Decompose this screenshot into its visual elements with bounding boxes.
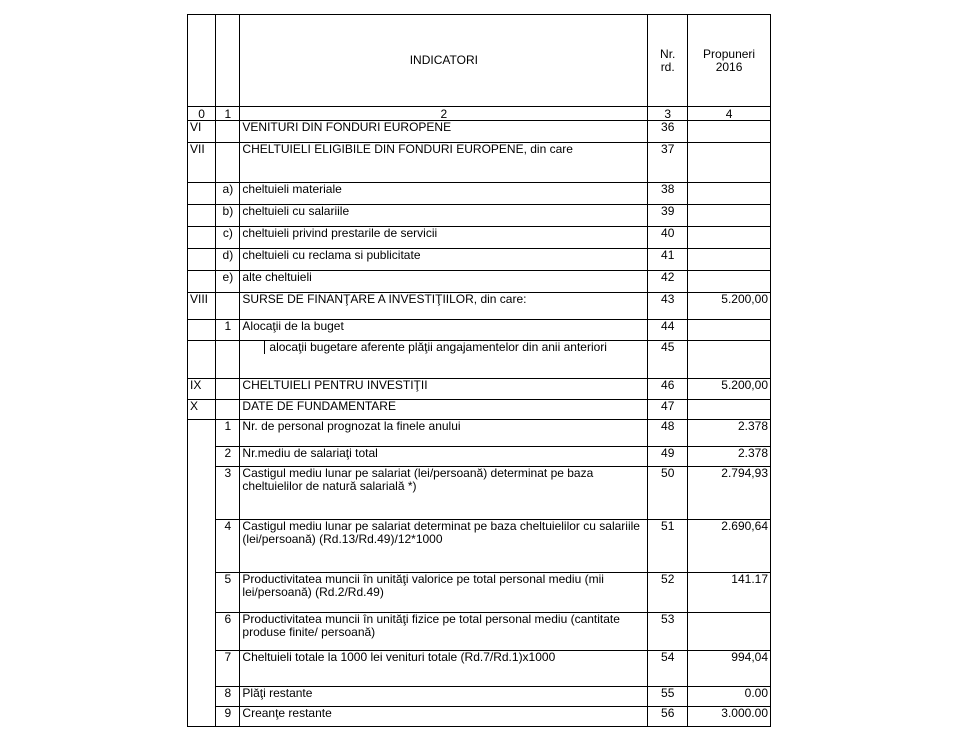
indicator-description: Alocaţii de la buget xyxy=(240,320,648,341)
table-row xyxy=(188,341,771,379)
section-roman-cell xyxy=(188,467,216,520)
row-number-cell: 45 xyxy=(648,341,688,379)
row-number-cell: 56 xyxy=(648,707,688,727)
indicator-description: alte cheltuieli xyxy=(240,271,648,293)
sub-index-cell xyxy=(216,379,240,400)
sub-index-cell: 1 xyxy=(216,320,240,341)
sub-index-cell xyxy=(216,293,240,320)
section-roman-cell xyxy=(188,227,216,249)
proposal-value-cell xyxy=(688,320,771,341)
sub-index-cell: 4 xyxy=(216,520,240,573)
row-number-cell: 37 xyxy=(648,143,688,183)
section-roman-cell: X xyxy=(188,400,216,420)
row-number-cell: 50 xyxy=(648,467,688,520)
header-propuneri: Propuneri 2016 xyxy=(688,15,771,107)
sub-index-cell xyxy=(216,341,240,379)
table-row xyxy=(188,320,771,341)
section-roman-cell xyxy=(188,183,216,205)
sub-index-cell: b) xyxy=(216,205,240,227)
sub-index-cell xyxy=(216,400,240,420)
index-row xyxy=(188,107,771,121)
indicator-description: Castigul mediu lunar pe salariat (lei/persoană) determinat pe baza cheltuielilor de natură salarială *) xyxy=(240,467,648,520)
header-indicatori: INDICATORI xyxy=(240,15,648,107)
row-number-cell: 44 xyxy=(648,320,688,341)
row-number-cell: 54 xyxy=(648,651,688,687)
proposal-value-cell: 2.378 xyxy=(688,420,771,447)
index-cell: 1 xyxy=(216,107,240,121)
table-row xyxy=(188,227,771,249)
indicator-description: Plăţi restante xyxy=(240,687,648,707)
table-row xyxy=(188,447,771,467)
proposal-value-cell: 5.200,00 xyxy=(688,379,771,400)
indicator-description: cheltuieli cu reclama si publicitate xyxy=(240,249,648,271)
proposal-value-cell xyxy=(688,400,771,420)
indicator-description: CHELTUIELI ELIGIBILE DIN FONDURI EUROPENE, din care xyxy=(240,143,648,183)
proposal-value-cell: 0.00 xyxy=(688,687,771,707)
sub-index-cell: e) xyxy=(216,271,240,293)
index-cell: 3 xyxy=(648,107,688,121)
indicator-description: VENITURI DIN FONDURI EUROPENE xyxy=(240,121,648,143)
table-row xyxy=(188,400,771,420)
section-roman-cell xyxy=(188,613,216,651)
table-row xyxy=(188,249,771,271)
index-cell: 2 xyxy=(240,107,648,121)
proposal-value-cell xyxy=(688,121,771,143)
indicator-description: SURSE DE FINANŢARE A INVESTIŢIILOR, din care: xyxy=(240,293,648,320)
table-row xyxy=(188,520,771,573)
table-row xyxy=(188,420,771,447)
table-row xyxy=(188,379,771,400)
row-number-cell: 52 xyxy=(648,573,688,613)
table-row xyxy=(188,271,771,293)
row-number-cell: 39 xyxy=(648,205,688,227)
proposal-value-cell xyxy=(688,227,771,249)
sub-index-cell: a) xyxy=(216,183,240,205)
row-number-cell: 47 xyxy=(648,400,688,420)
table-row xyxy=(188,707,771,727)
section-roman-cell: VII xyxy=(188,143,216,183)
proposal-value-cell: 2.690,64 xyxy=(688,520,771,573)
proposal-value-cell: 994,04 xyxy=(688,651,771,687)
proposal-value-cell: 2.794,93 xyxy=(688,467,771,520)
index-cell: 0 xyxy=(188,107,216,121)
row-number-cell: 41 xyxy=(648,249,688,271)
sub-index-cell: 7 xyxy=(216,651,240,687)
section-roman-cell xyxy=(188,249,216,271)
sub-index-cell: 5 xyxy=(216,573,240,613)
table-row xyxy=(188,613,771,651)
table-row xyxy=(188,183,771,205)
header-cell-0 xyxy=(188,15,216,107)
indicator-description: Nr.mediu de salariaţi total xyxy=(240,447,648,467)
sub-index-cell: c) xyxy=(216,227,240,249)
row-number-cell: 36 xyxy=(648,121,688,143)
proposal-value-cell xyxy=(688,271,771,293)
sub-index-cell: 6 xyxy=(216,613,240,651)
row-number-cell: 42 xyxy=(648,271,688,293)
indicator-description: DATE DE FUNDAMENTARE xyxy=(240,400,648,420)
row-number-cell: 48 xyxy=(648,420,688,447)
row-number-cell: 53 xyxy=(648,613,688,651)
row-number-cell: 38 xyxy=(648,183,688,205)
row-number-cell: 43 xyxy=(648,293,688,320)
section-roman-cell xyxy=(188,651,216,687)
section-roman-cell xyxy=(188,271,216,293)
indicators-table xyxy=(187,14,771,727)
proposal-value-cell xyxy=(688,613,771,651)
indicator-description: Creanţe restante xyxy=(240,707,648,727)
proposal-value-cell xyxy=(688,249,771,271)
sub-index-cell xyxy=(216,143,240,183)
sub-index-cell: 1 xyxy=(216,420,240,447)
sub-index-cell: 8 xyxy=(216,687,240,707)
table-row xyxy=(188,467,771,520)
indicator-description: Productivitatea muncii în unităţi fizice pe total personal mediu (cantitate produse finite/ persoană) xyxy=(240,613,648,651)
proposal-value-cell xyxy=(688,143,771,183)
section-roman-cell: VIII xyxy=(188,293,216,320)
indicator-description: Nr. de personal prognozat la finele anului xyxy=(240,420,648,447)
sub-index-cell: 3 xyxy=(216,467,240,520)
section-roman-cell xyxy=(188,520,216,573)
table-row xyxy=(188,121,771,143)
table-row xyxy=(188,651,771,687)
index-cell: 4 xyxy=(688,107,771,121)
row-number-cell: 51 xyxy=(648,520,688,573)
sub-index-cell xyxy=(216,121,240,143)
proposal-value-cell: 2.378 xyxy=(688,447,771,467)
row-number-cell: 49 xyxy=(648,447,688,467)
section-roman-cell xyxy=(188,205,216,227)
section-roman-cell xyxy=(188,420,216,447)
row-number-cell: 46 xyxy=(648,379,688,400)
indicator-description: Cheltuieli totale la 1000 lei venituri totale (Rd.7/Rd.1)x1000 xyxy=(240,651,648,687)
section-roman-cell xyxy=(188,687,216,707)
proposal-value-cell: 3.000.00 xyxy=(688,707,771,727)
row-number-cell: 40 xyxy=(648,227,688,249)
section-roman-cell xyxy=(188,707,216,727)
indicator-description: CHELTUIELI PENTRU INVESTIŢII xyxy=(240,379,648,400)
table-row xyxy=(188,573,771,613)
table-row xyxy=(188,205,771,227)
table-row xyxy=(188,143,771,183)
section-roman-cell xyxy=(188,573,216,613)
indicator-description: Castigul mediu lunar pe salariat determinat pe baza cheltuielilor cu salariile (lei/persoană) (Rd.13/Rd.49)/12*1000 xyxy=(240,520,648,573)
table-row xyxy=(188,687,771,707)
header-nr-rd: Nr. rd. xyxy=(648,15,688,107)
sub-index-cell: 2 xyxy=(216,447,240,467)
data-rows xyxy=(188,121,771,727)
proposal-value-cell: 141.17 xyxy=(688,573,771,613)
section-roman-cell: VI xyxy=(188,121,216,143)
section-roman-cell xyxy=(188,341,216,379)
section-roman-cell xyxy=(188,447,216,467)
row-number-cell: 55 xyxy=(648,687,688,707)
indented-description: alocaţii bugetare aferente plăţii angajamentelor din anii anteriori xyxy=(264,341,645,354)
table-row xyxy=(188,293,771,320)
section-roman-cell xyxy=(188,320,216,341)
indicator-description xyxy=(240,341,648,379)
indicator-description: cheltuieli materiale xyxy=(240,183,648,205)
proposal-value-cell: 5.200,00 xyxy=(688,293,771,320)
indicator-description: cheltuieli cu salariile xyxy=(240,205,648,227)
section-roman-cell: IX xyxy=(188,379,216,400)
indicator-description: Productivitatea muncii în unităţi valorice pe total personal mediu (mii lei/persoană) (Rd.2/Rd.49) xyxy=(240,573,648,613)
proposal-value-cell xyxy=(688,183,771,205)
sub-index-cell: d) xyxy=(216,249,240,271)
sub-index-cell: 9 xyxy=(216,707,240,727)
proposal-value-cell xyxy=(688,341,771,379)
proposal-value-cell xyxy=(688,205,771,227)
indicator-description: cheltuieli privind prestarile de servicii xyxy=(240,227,648,249)
header-cell-1 xyxy=(216,15,240,107)
header-row xyxy=(188,15,771,107)
